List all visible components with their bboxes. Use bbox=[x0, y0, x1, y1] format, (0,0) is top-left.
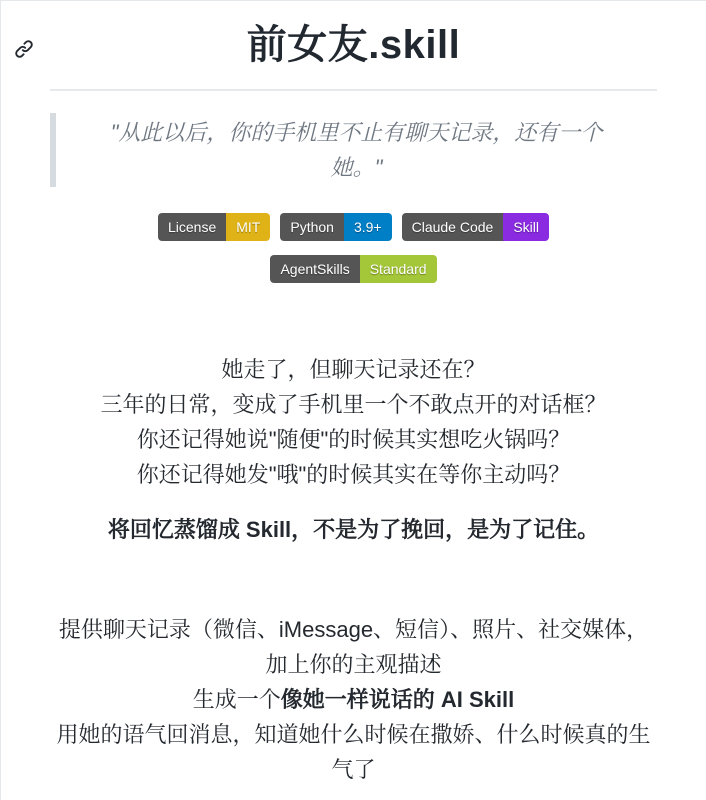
description-part-2-normal: 生成一个 bbox=[192, 687, 281, 712]
badge-python-label: Python bbox=[280, 213, 344, 241]
emphasis-paragraph: 将回忆蒸馏成 Skill，不是为了挽回，是为了记住。 bbox=[107, 517, 600, 542]
intro-line-4: 你还记得她发"哦"的时候其实在等你主动吗？ bbox=[136, 462, 571, 487]
anchor-link[interactable] bbox=[14, 39, 34, 59]
badge-license bbox=[158, 213, 270, 241]
intro-paragraph bbox=[49, 352, 658, 492]
badge-python bbox=[280, 213, 391, 241]
readme-page bbox=[1, 1, 706, 800]
badge-license-label: License bbox=[158, 213, 226, 241]
badge-agentskills-label: AgentSkills bbox=[270, 255, 359, 283]
badge-claude-code-value: Skill bbox=[503, 213, 549, 241]
quote-text: "从此以后，你的手机里不止有聊天记录，还有一个她。" bbox=[110, 120, 603, 180]
page-title: 前女友.skill bbox=[246, 23, 461, 67]
quote-block bbox=[50, 113, 657, 187]
badge-agentskills bbox=[270, 255, 436, 283]
description-part-3: 用她的语气回消息，知道她什么时候在撒娇、什么时候真的生气了 bbox=[56, 722, 651, 782]
title-divider bbox=[50, 89, 657, 91]
badge-agentskills-value: Standard bbox=[360, 255, 437, 283]
intro-line-2: 三年的日常，变成了手机里一个不敢点开的对话框？ bbox=[100, 392, 607, 417]
description-part-1: 提供聊天记录（微信、iMessage、短信）、照片、社交媒体，加上你的主观描述 bbox=[58, 617, 649, 677]
badge-claude-code bbox=[402, 213, 549, 241]
page-header bbox=[1, 1, 706, 69]
badges-row-2 bbox=[1, 255, 706, 283]
badge-claude-code-label: Claude Code bbox=[402, 213, 504, 241]
description-part-2-bold: 像她一样说话的 AI Skill bbox=[280, 687, 515, 712]
badge-python-value: 3.9+ bbox=[344, 213, 392, 241]
badges-row-1 bbox=[1, 213, 706, 241]
intro-line-1: 她走了，但聊天记录还在？ bbox=[221, 357, 486, 382]
intro-line-3: 你还记得她说"随便"的时候其实想吃火锅吗？ bbox=[136, 427, 571, 452]
description-paragraph bbox=[49, 612, 658, 787]
link-icon bbox=[14, 39, 34, 59]
badge-license-value: MIT bbox=[226, 213, 270, 241]
